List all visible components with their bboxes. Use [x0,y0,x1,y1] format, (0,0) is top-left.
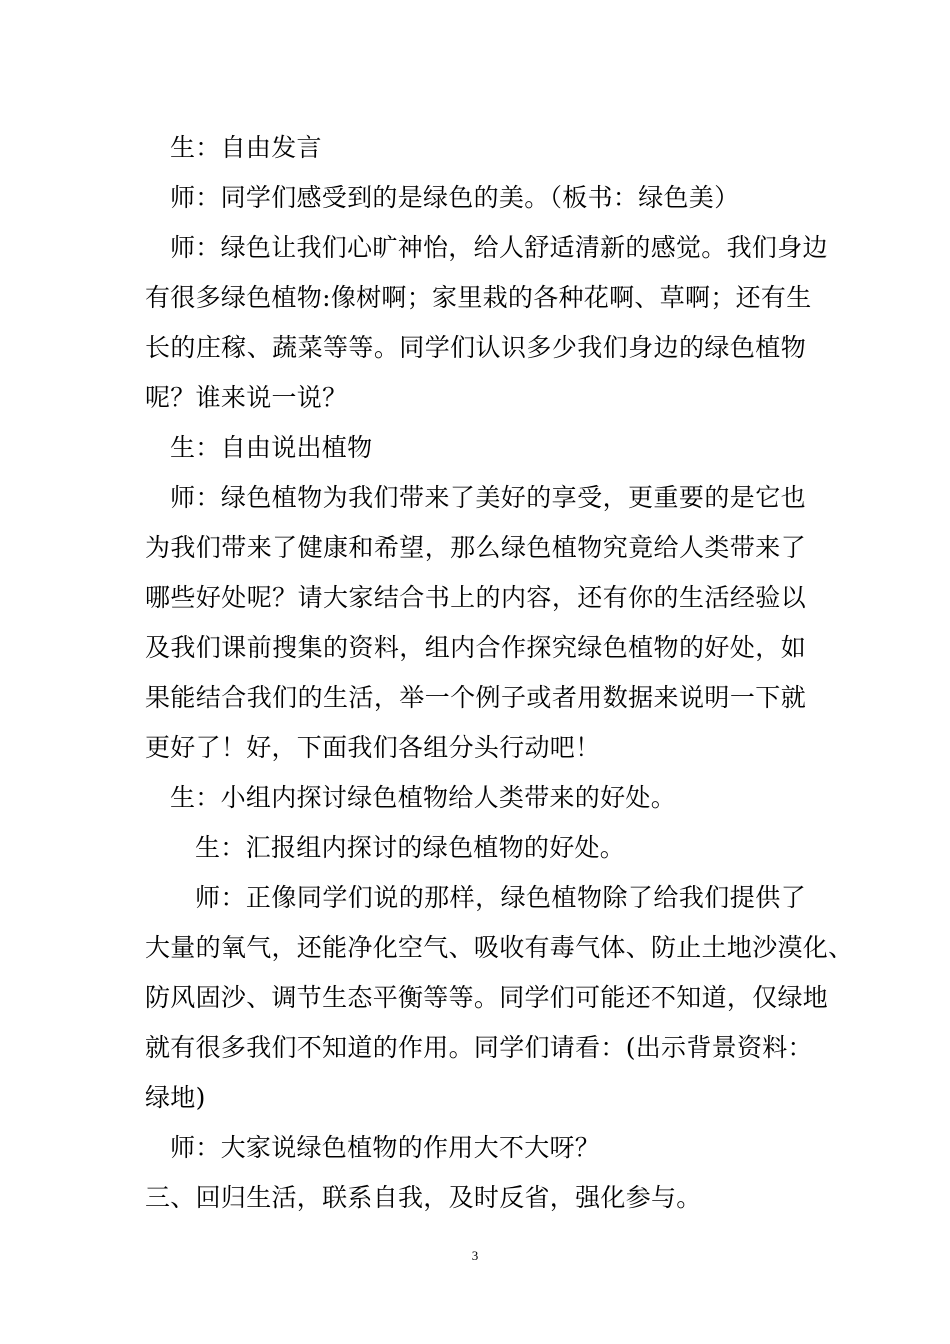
paragraph-line: 师：同学们感受到的是绿色的美。（板书：绿色美） [170,183,740,212]
paragraph-line: 长的庄稼、蔬菜等等。同学们认识多少我们身边的绿色植物 [145,333,806,362]
paragraph-line: 大量的氧气，还能净化空气、吸收有毒气体、防止土地沙漠化、 [145,933,854,962]
paragraph-line: 哪些好处呢？请大家结合书上的内容，还有你的生活经验以 [145,583,806,612]
page-number: 3 [471,1248,479,1263]
paragraph-line: 就有很多我们不知道的作用。同学们请看：(出示背景资料： [145,1033,813,1062]
paragraph-line: 生：汇报组内探讨的绿色植物的好处。 [195,833,626,862]
paragraph-line: 防风固沙、调节生态平衡等等。同学们可能还不知道，仅绿地 [145,983,829,1012]
paragraph-line: 及我们课前搜集的资料，组内合作探究绿色植物的好处，如 [145,633,806,662]
paragraph-line: 果能结合我们的生活，举一个例子或者用数据来说明一下就 [145,683,806,712]
paragraph-line: 呢？谁来说一说？ [145,383,348,412]
paragraph-line: 生：自由说出植物 [170,433,373,462]
paragraph-line: 师：大家说绿色植物的作用大不大呀？ [170,1133,601,1162]
section-heading: 三、回归生活，联系自我，及时反省，强化参与。 [145,1183,702,1212]
paragraph-line: 生：自由发言 [170,133,322,162]
paragraph-line: 师：绿色植物为我们带来了美好的享受，更重要的是它也 [170,483,806,512]
paragraph-line: 更好了！好，下面我们各组分头行动吧！ [145,733,601,762]
paragraph-line: 有很多绿色植物:像树啊；家里栽的各种花啊、草啊；还有生 [145,283,812,312]
paragraph-line: 师：绿色让我们心旷神怡，给人舒适清新的感觉。我们身边 [170,233,828,262]
paragraph-line: 师：正像同学们说的那样，绿色植物除了给我们提供了 [195,883,806,912]
paragraph-line: 绿地) [145,1083,206,1112]
paragraph-line: 生：小组内探讨绿色植物给人类带来的好处。 [170,783,677,812]
paragraph-line: 为我们带来了健康和希望，那么绿色植物究竟给人类带来了 [145,533,806,562]
